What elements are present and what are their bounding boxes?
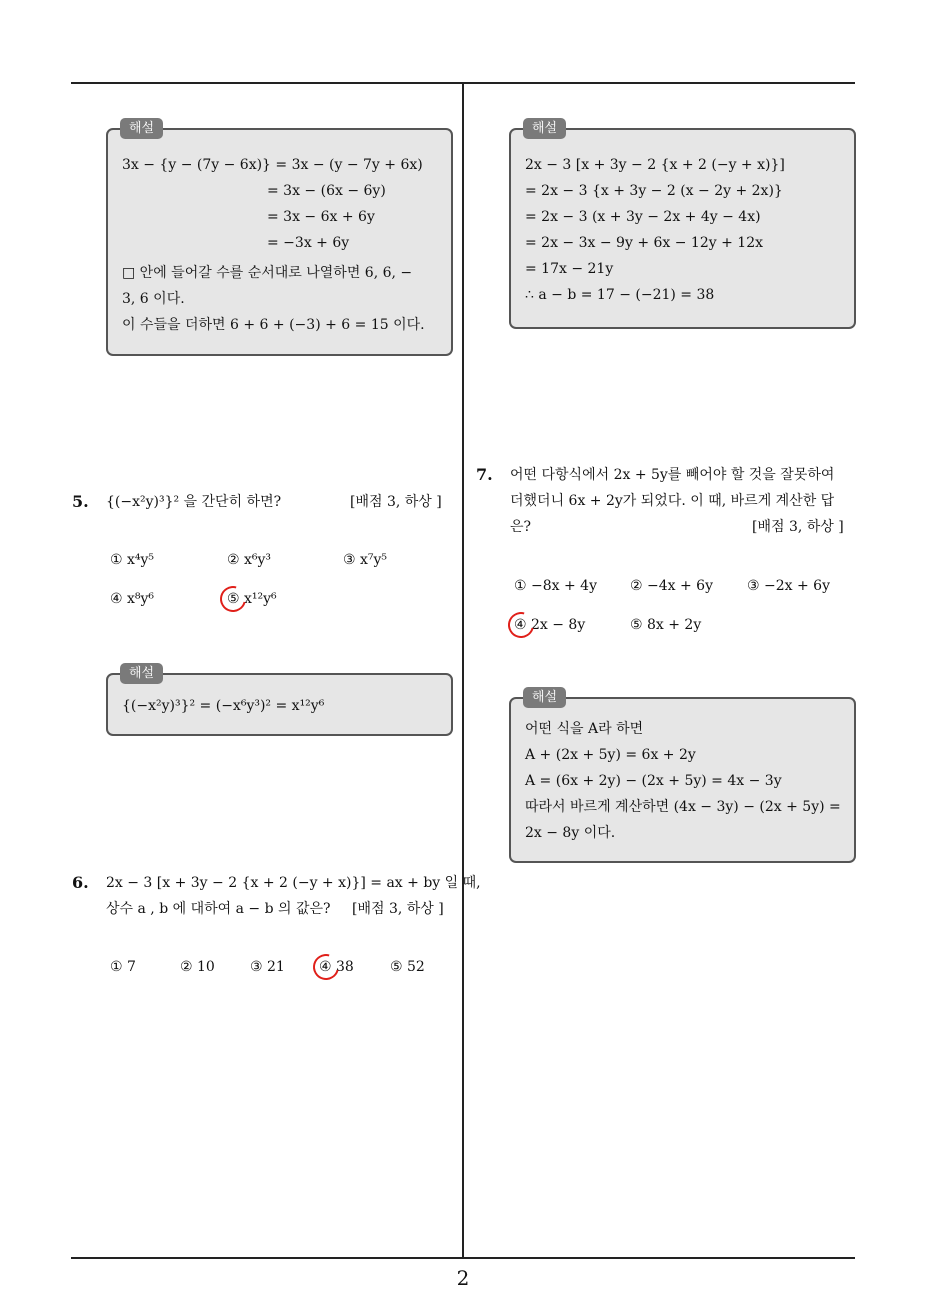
equation-line: = 3x − (6x − 6y) — [267, 183, 386, 199]
equation-line: = −3x + 6y — [267, 235, 350, 251]
solution-body — [525, 716, 842, 846]
question-text: 은? — [510, 519, 532, 535]
equation-line: = 2x − 3x − 9y + 6x − 12y + 12x — [525, 235, 763, 251]
question-number: 7. — [476, 465, 493, 484]
question-meta: [배점 3, 하상 ] — [350, 494, 442, 510]
solution-text: 2x − 8y 이다. — [525, 825, 616, 841]
choice-2[interactable]: ② x⁶y³ — [227, 552, 272, 568]
solution-box-q4 — [106, 121, 453, 356]
choice-5[interactable]: ⑤ 8x + 2y — [630, 617, 702, 633]
choice-3[interactable]: ③ 21 — [250, 959, 285, 975]
answer-mark — [308, 949, 344, 985]
choice-1[interactable]: ① 7 — [110, 959, 136, 975]
question-meta: [배점 3, 하상 ] — [352, 901, 444, 917]
solution-tag: 해설 — [523, 118, 566, 139]
column-divider — [462, 83, 464, 1258]
question-text: 2x − 3 [x + 3y − 2 {x + 2 (−y + x)}] = ax + by 일 때, — [106, 875, 481, 891]
solution-box-q6 — [509, 121, 856, 329]
equation-line: A + (2x + 5y) = 6x + 2y — [525, 747, 696, 763]
equation-line: = 3x − 6x + 6y — [267, 209, 375, 225]
question-meta: [배점 3, 하상 ] — [752, 519, 844, 535]
equation-line: A = (6x + 2y) − (2x + 5y) = 4x − 3y — [525, 773, 782, 789]
solution-tag: 해설 — [523, 687, 566, 708]
solution-tag: 해설 — [120, 663, 163, 684]
question-number: 5. — [72, 492, 89, 511]
equation-line: {(−x²y)³}² = (−x⁶y³)² = x¹²y⁶ — [122, 698, 325, 714]
solution-body — [525, 152, 842, 308]
choice-4[interactable]: ④ 38 — [319, 959, 354, 975]
equation-line: = 17x − 21y — [525, 261, 614, 277]
equation-line: ∴ a − b = 17 − (−21) = 38 — [525, 287, 715, 303]
choice-1[interactable]: ① x⁴y⁵ — [110, 552, 155, 568]
question-text: 어떤 다항식에서 2x + 5y를 빼어야 할 것을 잘못하여 — [510, 467, 835, 483]
equation-line: = 2x − 3 (x + 3y − 2x + 4y − 4x) — [525, 209, 761, 225]
question-text: 더했더니 6x + 2y가 되었다. 이 때, 바르게 계산한 답 — [510, 493, 835, 509]
choice-1[interactable]: ① −8x + 4y — [514, 578, 597, 594]
solution-tag: 해설 — [120, 118, 163, 139]
solution-text: 따라서 바르게 계산하면 (4x − 3y) − (2x + 5y) = — [525, 799, 841, 815]
choice-4[interactable]: ④ x⁸y⁶ — [110, 591, 155, 607]
equation-line: = 2x − 3 {x + 3y − 2 (x − 2y + 2x)} — [525, 183, 783, 199]
choice-4[interactable]: ④ 2x − 8y — [514, 617, 586, 633]
equation-line: 3x − {y − (7y − 6x)} = 3x − (y − 7y + 6x) — [122, 157, 423, 173]
solution-body — [122, 693, 439, 719]
question-number: 6. — [72, 873, 89, 892]
answer-mark — [503, 607, 539, 643]
choice-5[interactable]: ⑤ 52 — [390, 959, 425, 975]
solution-body — [122, 152, 439, 338]
question-text: 상수 a , b 에 대하여 a − b 의 값은? — [106, 901, 331, 917]
solution-box-q7 — [509, 690, 856, 863]
equation-line: 2x − 3 [x + 3y − 2 {x + 2 (−y + x)}] — [525, 157, 785, 173]
solution-text: 어떤 식을 A라 하면 — [525, 721, 644, 737]
question-text: {(−x²y)³}² 을 간단히 하면? — [106, 494, 282, 510]
choice-3[interactable]: ③ x⁷y⁵ — [343, 552, 388, 568]
page-number: 2 — [456, 1266, 470, 1290]
choice-5[interactable]: ⑤ x¹²y⁶ — [227, 591, 277, 607]
solution-text: 이 수들을 더하면 6 + 6 + (−3) + 6 = 15 이다. — [122, 317, 425, 333]
solution-text: □ 안에 들어갈 수를 순서대로 나열하면 6, 6, − — [122, 265, 413, 281]
answer-mark — [215, 581, 251, 617]
solution-text: 3, 6 이다. — [122, 291, 185, 307]
solution-box-q5 — [106, 666, 453, 736]
choice-2[interactable]: ② −4x + 6y — [630, 578, 713, 594]
choice-2[interactable]: ② 10 — [180, 959, 215, 975]
choice-3[interactable]: ③ −2x + 6y — [747, 578, 830, 594]
